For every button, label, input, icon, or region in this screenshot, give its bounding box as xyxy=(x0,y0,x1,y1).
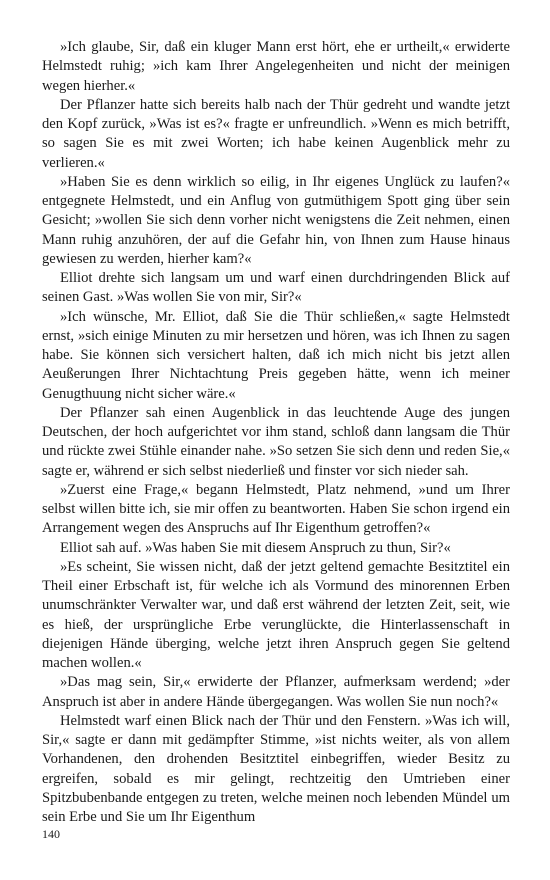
paragraph: »Das mag sein, Sir,« erwiderte der Pflanzer, aufmerksam werdend; »der Anspruch ist aber in andere Hände übergegangen. Was wollen Sie nun noch?« xyxy=(42,674,510,710)
paragraph: »Es scheint, Sie wissen nicht, daß der jetzt geltend gemachte Besitztitel ein Theil einer Erbschaft ist, für welche ich als Vormund des minorennen Erben unumschränkter Verwalter war, und daß erst während der letzten Zeit, seit, wie es hieß, der ursprüngliche Erbe verunglückte, die Hinterlassenschaft in diejenigen Hände überging, welche jetzt ihren Anspruch gegen Sie geltend machen wollen.« xyxy=(42,558,510,671)
paragraph: Elliot drehte sich langsam um und warf einen durchdringenden Blick auf seinen Gast. »Was wollen Sie von mir, Sir?« xyxy=(42,270,510,306)
paragraph: »Ich glaube, Sir, daß ein kluger Mann erst hört, ehe er urtheilt,« erwiderte Helmstedt ruhig; »ich kam Ihrer Angelegenheiten und nicht der meinigen wegen hierher.« xyxy=(42,39,510,94)
paragraph: Der Pflanzer sah einen Augenblick in das leuchtende Auge des jungen Deutschen, der hoch aufgerichtet vor ihm stand, schloß dann langsam die Thür und rückte zwei Stühle einander nahe. »So setzen Sie sich denn und reden Sie,« sagte er, während er sich selbst niederließ und finster vor sich nieder sah. xyxy=(42,404,510,479)
paragraph: Der Pflanzer hatte sich bereits halb nach der Thür gedreht und wandte jetzt den Kopf zurück, »Was ist es?« fragte er unfreundlich. »Wenn es mich betrifft, so sagen Sie es mit zwei Worten; ich habe keinen Augenblick mehr zu verlieren.« xyxy=(42,96,510,171)
page-number: 140 xyxy=(42,827,60,841)
paragraph: »Ich wünsche, Mr. Elliot, daß Sie die Thür schließen,« sagte Helmstedt ernst, »sich einige Minuten zu mir hersetzen und hören, was ich Ihnen zu sagen habe. Sie können sich versichert halten, daß ich mich nicht bis jetzt allen Aeußerungen Ihrer Nichtachtung Preis gegeben hätte, wenn ich meiner Genugthuung nicht sicher wäre.« xyxy=(42,308,510,402)
paragraph: »Haben Sie es denn wirklich so eilig, in Ihr eigenes Unglück zu laufen?« entgegnete Helmstedt, und ein Anflug von gutmüthigem Spott ging über sein Gesicht; »wollen Sie sich denn vorher nicht wenigstens die Zeit nehmen, einen Mann ruhig anzuhören, der auf die Gefahr hin, von Ihnen zum Hause hinaus gewiesen zu werden, hierher kam?« xyxy=(42,173,510,267)
paragraph: Helmstedt warf einen Blick nach der Thür und den Fenstern. »Was ich will, Sir,« sagte er dann mit gedämpfter Stimme, »ist nichts weiter, als von allem Vorhandenen, den drohenden Besitztitel einbegriffen, wieder Besitz zu ergreifen, sobald es mir gelingt, rechtzeitig den Umtrieben einer Spitzbubenbande entgegen zu treten, welche meinen noch lebenden Mündel um sein Erbe und Sie um Ihr Eigenthum xyxy=(42,712,510,825)
paragraph: Elliot sah auf. »Was haben Sie mit diesem Anspruch zu thun, Sir?« xyxy=(60,539,451,556)
paragraph: »Zuerst eine Frage,« begann Helmstedt, Platz nehmend, »und um Ihrer selbst willen bitte ich, sie mir offen zu beantworten. Haben Sie schon irgend ein Arrangement wegen des Anspruchs auf Ihr Eigenthum getroffen?« xyxy=(42,481,510,537)
page-body xyxy=(42,38,510,827)
